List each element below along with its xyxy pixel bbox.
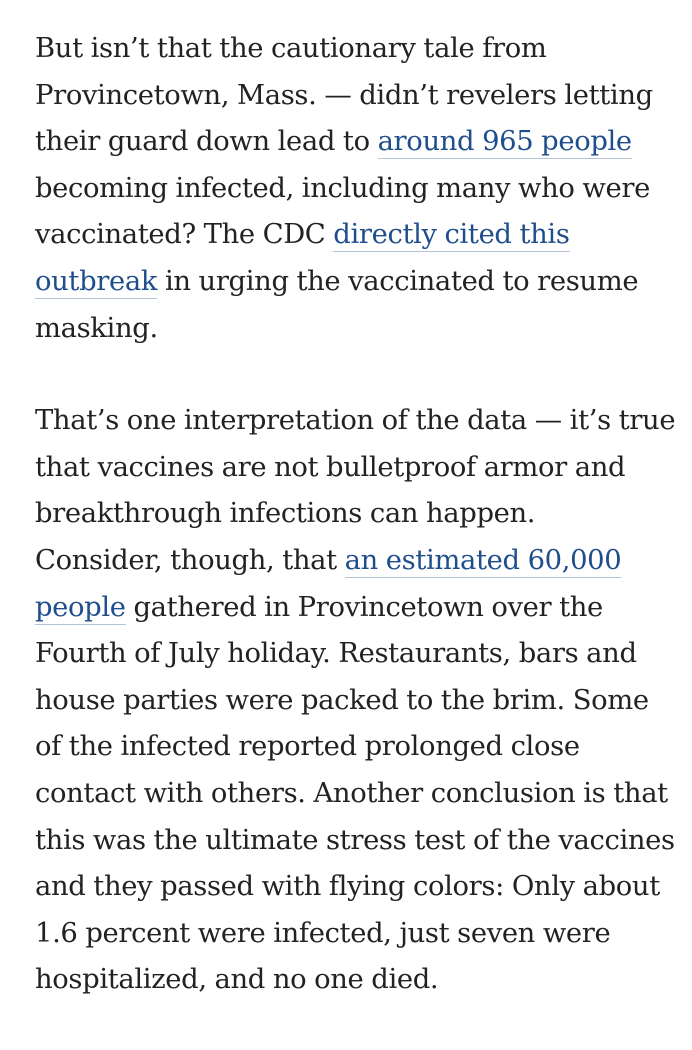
text-segment: 1.6 percent were infected, just seven were (35, 917, 611, 949)
text-segment: becoming infected, including many who were (35, 172, 650, 204)
text-line (35, 724, 675, 771)
text-line (35, 585, 675, 632)
text-line (35, 864, 675, 911)
text-line (35, 911, 675, 958)
text-segment: gathered in Provincetown over the (125, 591, 603, 623)
text-line (35, 957, 675, 1004)
text-segment: masking. (35, 312, 158, 344)
text-segment: of the infected reported prolonged close (35, 731, 580, 763)
inline-link[interactable]: people (35, 591, 126, 623)
text-segment: in urging the vaccinated to resume (157, 265, 639, 297)
text-segment: Provincetown, Mass. — didn’t revelers letting (35, 79, 653, 111)
text-segment: that vaccines are not bulletproof armor and (35, 451, 626, 483)
text-line (35, 259, 675, 306)
text-segment: this was the ultimate stress test of the vaccines (35, 824, 675, 856)
text-line (35, 538, 675, 585)
text-line (35, 119, 675, 166)
text-segment: and they passed with flying colors: Only about (35, 871, 660, 903)
text-line (35, 306, 675, 353)
text-line (35, 631, 675, 678)
text-line (35, 445, 675, 492)
text-line (35, 212, 675, 259)
inline-link[interactable]: around 965 people (377, 126, 632, 158)
text-segment: their guard down lead to (35, 126, 378, 158)
text-line (35, 491, 675, 538)
text-line (35, 818, 675, 865)
inline-link[interactable]: outbreak (35, 265, 158, 297)
text-segment: Consider, though, that (35, 544, 345, 576)
text-segment: breakthrough infections can happen. (35, 498, 536, 530)
text-segment: That’s one interpretation of the data — it’s true (35, 405, 676, 437)
text-line (35, 771, 675, 818)
text-segment: hospitalized, and no one died. (35, 964, 439, 996)
inline-link[interactable]: an estimated 60,000 (344, 544, 622, 576)
text-segment: vaccinated? The CDC (35, 219, 334, 251)
text-line (35, 678, 675, 725)
text-segment: Fourth of July holiday. Restaurants, bars and (35, 638, 637, 670)
text-line (35, 166, 675, 213)
text-line (35, 398, 675, 445)
article-paragraph (35, 398, 675, 1004)
inline-link[interactable]: directly cited this (333, 219, 570, 251)
text-line (35, 73, 675, 120)
text-segment: house parties were packed to the brim. Some (35, 684, 649, 716)
text-segment: contact with others. Another conclusion is that (35, 777, 668, 809)
text-line (35, 26, 675, 73)
article-paragraph (35, 26, 675, 352)
article-body (35, 26, 675, 1050)
text-segment: But isn’t that the cautionary tale from (35, 33, 547, 64)
